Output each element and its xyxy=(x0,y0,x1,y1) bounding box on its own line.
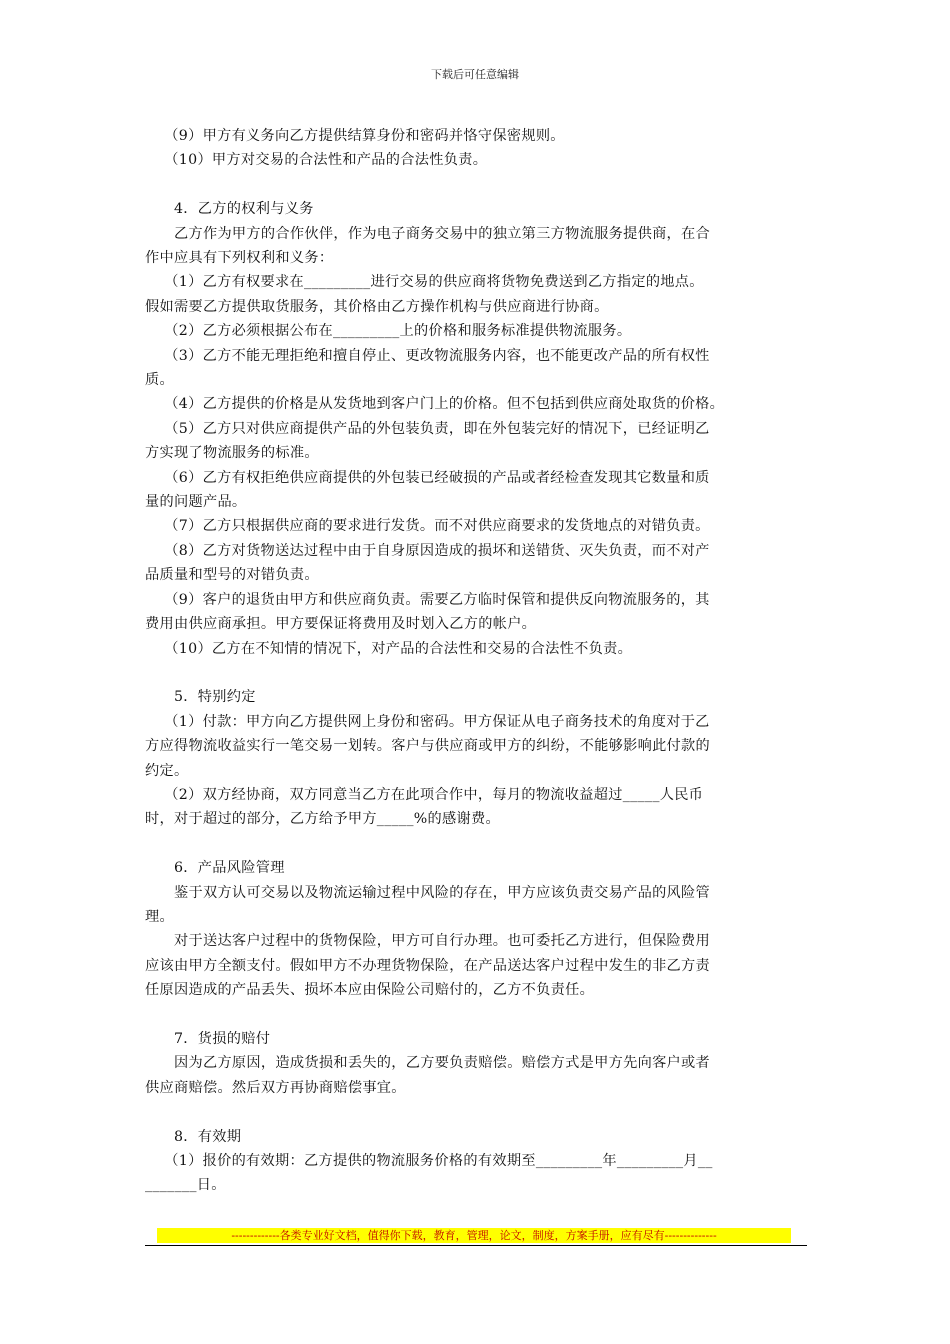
document-line: 理。 xyxy=(145,908,174,925)
paragraph-gap xyxy=(145,1003,807,1027)
document-line: 乙方作为甲方的合作伙伴，作为电子商务交易中的独立第三方物流服务提供商，在合 xyxy=(145,225,711,242)
page-header-note: 下载后可任意编辑 xyxy=(431,68,519,81)
document-line: 任原因造成的产品丢失、损坏本应由保险公司赔付的，乙方不负责任。 xyxy=(145,982,595,999)
paragraph-gap xyxy=(145,1100,807,1124)
paragraph-gap xyxy=(145,661,807,685)
document-line: （5）乙方只对供应商提供产品的外包装负责，即在外包装完好的情况下，已经证明乙 xyxy=(145,420,710,437)
document-line: 7．货损的赔付 xyxy=(145,1030,271,1047)
document-line: （1）乙方有权要求在_________进行交易的供应商将货物免费送到乙方指定的地点。 xyxy=(145,274,704,291)
document-line: （9）客户的退货由甲方和供应商负责。需要乙方临时保管和提供反向物流服务的，其 xyxy=(145,591,710,608)
document-line: 供应商赔偿。然后双方再协商赔偿事宜。 xyxy=(145,1079,406,1096)
document-line: 质。 xyxy=(145,372,174,389)
document-line: （2）乙方必须根据公布在_________上的价格和服务标准提供物流服务。 xyxy=(145,323,632,340)
document-line: 费用由供应商承担。甲方要保证将费用及时划入乙方的帐户。 xyxy=(145,616,537,633)
paragraph-gap xyxy=(145,832,807,856)
document-body xyxy=(145,124,807,1198)
document-line: （2）双方经协商，双方同意当乙方在此项合作中，每月的物流收益超过_____人民币 xyxy=(145,786,704,803)
document-line: 假如需要乙方提供取货服务，其价格由乙方操作机构与供应商进行协商。 xyxy=(145,298,609,315)
footer-divider xyxy=(145,1245,807,1246)
document-line: _______日。 xyxy=(145,1177,226,1194)
document-line: 时，对于超过的部分，乙方给予甲方_____%的感谢费。 xyxy=(145,811,500,828)
document-line: （4）乙方提供的价格是从发货地到客户门上的价格。但不包括到供应商处取货的价格。 xyxy=(145,396,725,413)
document-line: （6）乙方有权拒绝供应商提供的外包装已经破损的产品或者经检查发现其它数量和质 xyxy=(145,469,710,486)
document-line: （8）乙方对货物送达过程中由于自身原因造成的损坏和送错货、灭失负责，而不对产 xyxy=(145,542,710,559)
document-line: 8．有效期 xyxy=(145,1128,242,1145)
document-line: 6．产品风险管理 xyxy=(145,860,285,877)
document-line: 品质量和型号的对错负责。 xyxy=(145,567,319,584)
document-line: 应该由甲方全额支付。假如甲方不办理货物保险，在产品送达客户过程中发生的非乙方责 xyxy=(145,957,711,974)
document-line: （1）付款：甲方向乙方提供网上身份和密码。甲方保证从电子商务技术的角度对于乙 xyxy=(145,713,710,730)
document-line: （3）乙方不能无理拒绝和擅自停止、更改物流服务内容，也不能更改产品的所有权性 xyxy=(145,347,710,364)
document-line: 5．特别约定 xyxy=(145,689,256,706)
document-line: 方应得物流收益实行一笔交易一划转。客户与供应商或甲方的纠纷，不能够影响此付款的 xyxy=(145,738,711,755)
document-line: 4．乙方的权利与义务 xyxy=(145,201,314,218)
document-line: （10）甲方对交易的合法性和产品的合法性负责。 xyxy=(145,152,488,169)
document-line: （9）甲方有义务向乙方提供结算身份和密码并恪守保密规则。 xyxy=(145,128,565,144)
document-line: 因为乙方原因，造成货损和丢失的，乙方要负责赔偿。赔偿方式是甲方先向客户或者 xyxy=(145,1055,711,1072)
document-line: 鉴于双方认可交易以及物流运输过程中风险的存在，甲方应该负责交易产品的风险管 xyxy=(145,884,711,901)
paragraph-gap xyxy=(145,173,807,197)
document-line: 方实现了物流服务的标准。 xyxy=(145,445,319,462)
document-line: 对于送达客户过程中的货物保险，甲方可自行办理。也可委托乙方进行，但保险费用 xyxy=(145,933,711,950)
document-line: （1）报价的有效期：乙方提供的物流服务价格的有效期至_________年_________月__ xyxy=(145,1152,713,1169)
document-line: （7）乙方只根据供应商的要求进行发货。而不对供应商要求的发货地点的对错负责。 xyxy=(145,518,710,535)
document-line: （10）乙方在不知情的情况下，对产品的合法性和交易的合法性不负责。 xyxy=(145,640,633,657)
document-line: 作中应具有下列权利和义务： xyxy=(145,250,334,267)
document-line: 约定。 xyxy=(145,762,189,779)
document-line: 量的问题产品。 xyxy=(145,494,247,511)
footer-banner: -------------各类专业好文档，值得你下载，教育，管理，论文，制度，方案手册，应有尽有-------------- xyxy=(157,1228,791,1243)
